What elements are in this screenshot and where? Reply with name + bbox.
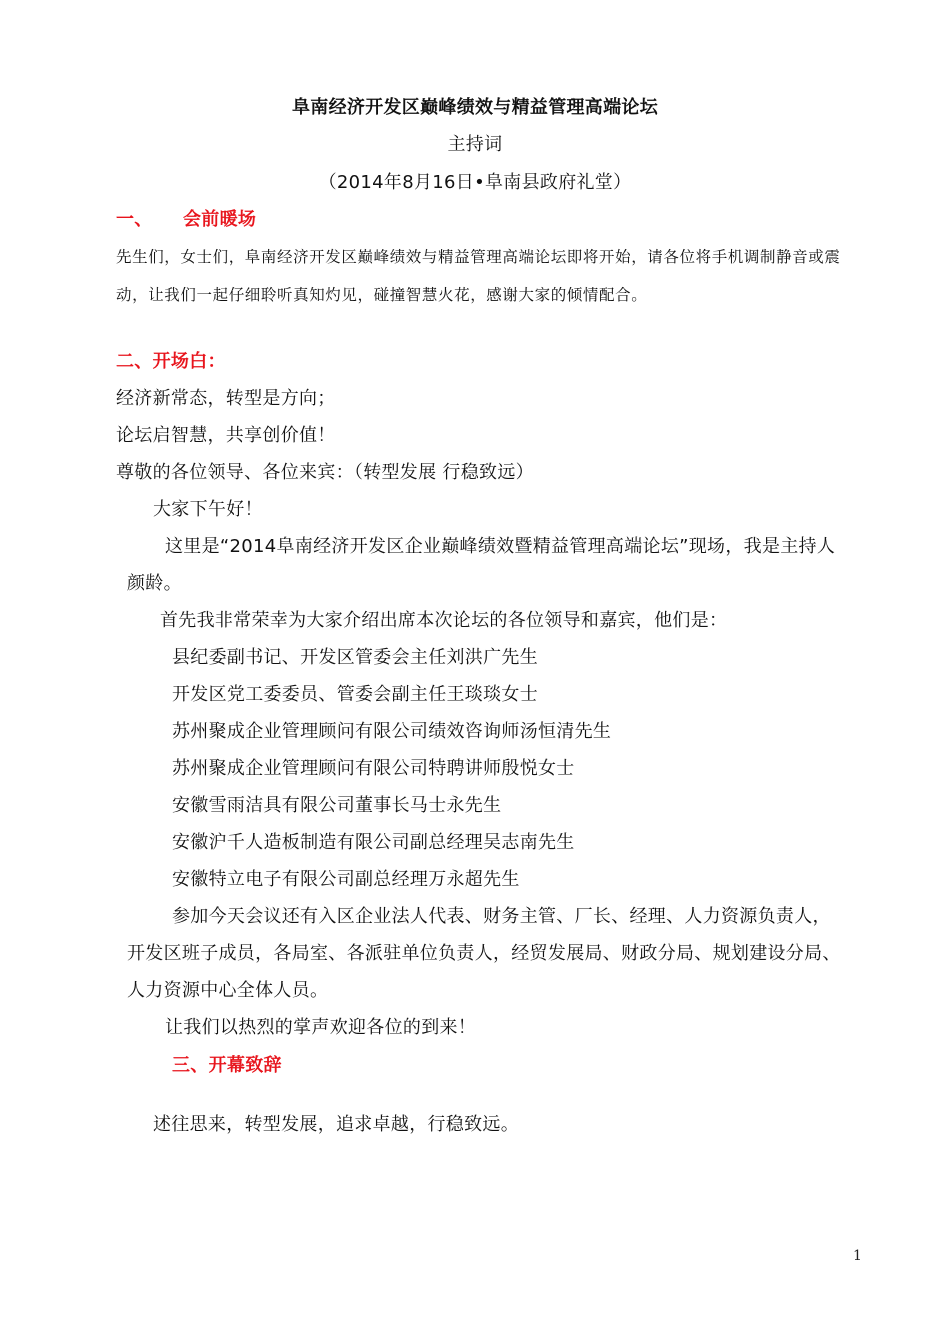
section1-number: 一、 <box>116 209 153 230</box>
guests-intro-line: 首先我非常荣幸为大家介绍出席本次论坛的各位领导和嘉宾，他们是： <box>160 610 728 631</box>
guest-list-item: 安徽特立电子有限公司副总经理万永超先生 <box>172 869 520 890</box>
guest-list-item: 安徽沪千人造板制造有限公司副总经理吴志南先生 <box>172 832 575 853</box>
guest-list-item: 开发区党工委委员、管委会副主任王琰琰女士 <box>172 684 538 705</box>
intro-line1: 这里是“2014阜南经济开发区企业巅峰绩效暨精益管理高端论坛”现场，我是主持人 <box>165 536 836 557</box>
guest-list-item: 县纪委副书记、开发区管委会主任刘洪广先生 <box>172 647 538 668</box>
section1-paragraph-line1: 先生们，女士们，阜南经济开发区巅峰绩效与精益管理高端论坛即将开始，请各位将手机调制静音或震 <box>116 248 841 266</box>
section3-paragraph: 述往思来，转型发展，追求卓越，行稳致远。 <box>153 1114 519 1135</box>
document-subtitle: 主持词 <box>447 134 503 155</box>
attendees-line1: 参加今天会议还有入区企业法人代表、财务主管、厂长、经理、人力资源负责人， <box>172 906 831 927</box>
slogan-line2: 论坛启智慧，共享创价值！ <box>116 425 336 446</box>
greeting-line: 大家下午好！ <box>153 499 263 520</box>
section3-heading: 三、开幕致辞 <box>172 1055 282 1076</box>
intro-line2: 颜龄。 <box>127 573 182 594</box>
section1-heading: 会前暖场 <box>183 209 257 230</box>
section1-paragraph-line2: 动，让我们一起仔细聆听真知灼见，碰撞智慧火花，感谢大家的倾情配合。 <box>116 286 648 304</box>
guest-list-item: 安徽雪雨洁具有限公司董事长马士永先生 <box>172 795 502 816</box>
date-location-line: （2014年8月16日•阜南县政府礼堂） <box>318 172 632 193</box>
attendees-line2: 开发区班子成员，各局室、各派驻单位负责人，经贸发展局、财政分局、规划建设分局、 <box>127 943 841 964</box>
document-title: 阜南经济开发区巅峰绩效与精益管理高端论坛 <box>292 97 658 118</box>
section2-heading: 二、开场白： <box>116 351 226 372</box>
attendees-line3: 人力资源中心全体人员。 <box>127 980 329 1001</box>
guest-list-item: 苏州聚成企业管理顾问有限公司绩效咨询师汤恒清先生 <box>172 721 612 742</box>
slogan-line1: 经济新常态，转型是方向； <box>116 388 336 409</box>
page-number: 1 <box>853 1248 862 1264</box>
welcome-line: 让我们以热烈的掌声欢迎各位的到来！ <box>165 1017 477 1038</box>
guest-list-item: 苏州聚成企业管理顾问有限公司特聘讲师殷悦女士 <box>172 758 575 779</box>
salutation-line: 尊敬的各位领导、各位来宾：（转型发展 行稳致远） <box>116 462 534 483</box>
